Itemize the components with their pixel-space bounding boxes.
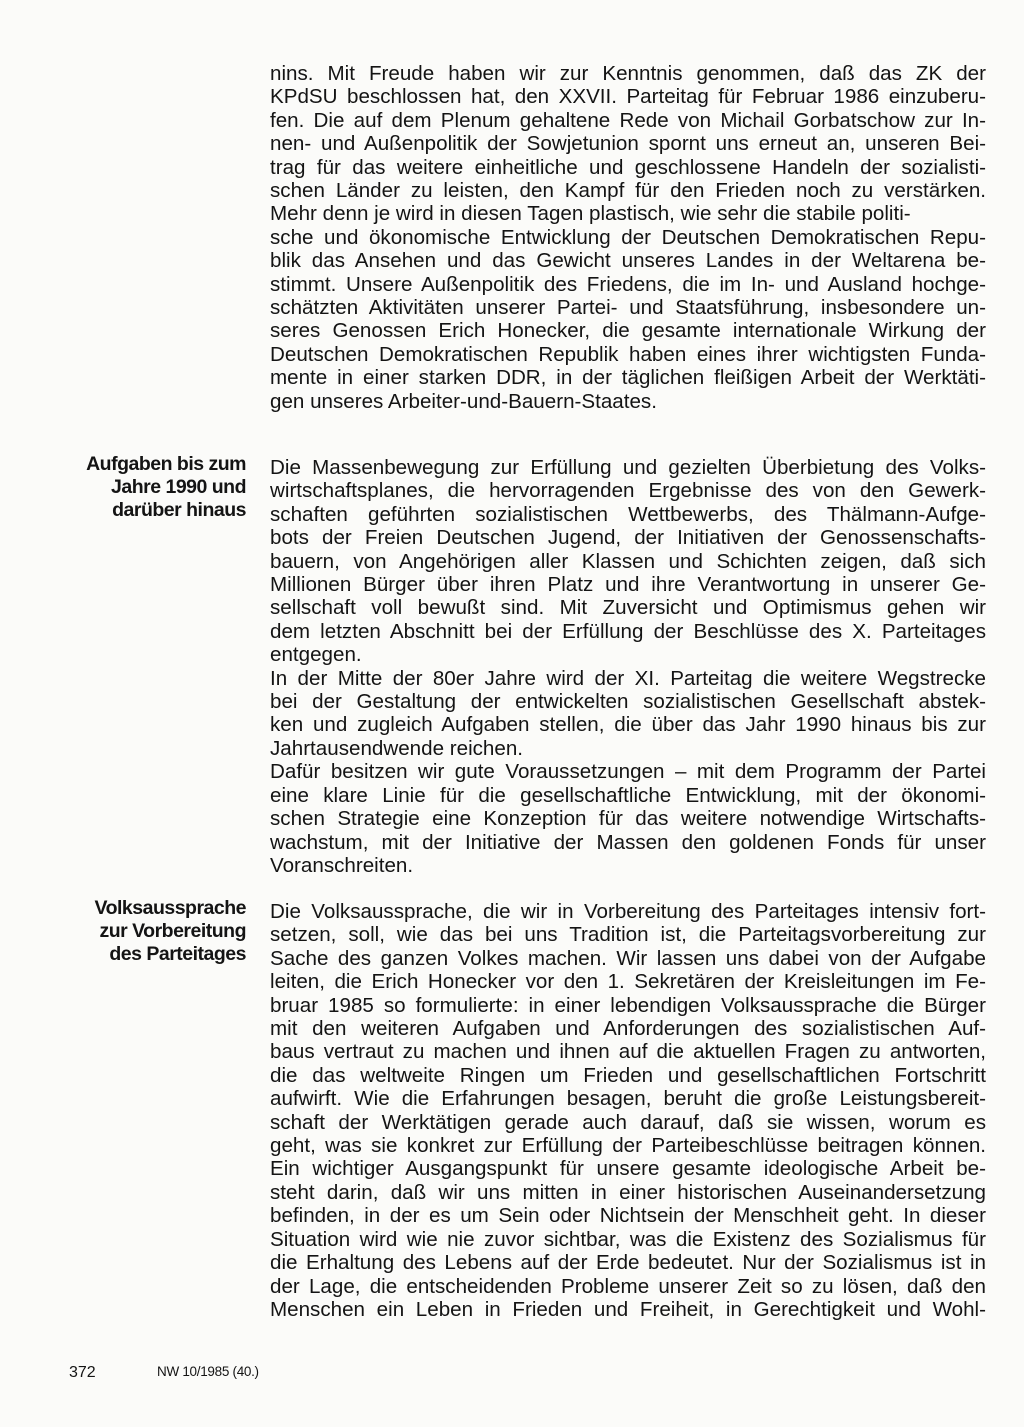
text-line: bei der Gestaltung der entwickelten sozialistischen Gesellschaft abstek- xyxy=(270,690,986,714)
text-line: setzen, soll, wie das bei uns Tradition ist, die Parteitagsvorbereitung zur xyxy=(270,923,986,947)
side-heading-tasks xyxy=(16,453,246,523)
text-line: KPdSU beschlossen hat, den XXVII. Parteitag für Februar 1986 einzuberu- xyxy=(270,85,986,109)
tasks-paragraphs xyxy=(270,456,986,877)
text-line: die Erhaltung des Lebens auf der Erde bedeutet. Nur der Sozialismus ist in xyxy=(270,1251,986,1275)
side-heading-line: Volksaussprache xyxy=(94,897,246,919)
text-line: bruar 1985 so formulierte: in einer lebendigen Volksaussprache die Bürger xyxy=(270,993,986,1017)
text-line: aufwirft. Wie die Erfahrungen besagen, beruht die große Leistungsbereit- xyxy=(270,1087,986,1111)
side-heading-discussion xyxy=(16,897,246,967)
text-line: schen Strategie eine Konzeption für das weitere notwendige Wirtschafts- xyxy=(270,807,986,831)
text-line: steht darin, daß wir uns mitten in einer historischen Auseinandersetzung xyxy=(270,1180,986,1204)
text-line: eine klare Linie für die gesellschaftliche Entwicklung, mit der ökonomi- xyxy=(270,783,986,807)
side-heading-line: Aufgaben bis zum xyxy=(86,453,246,475)
side-heading-line: zur Vorbereitung xyxy=(99,920,246,943)
page-number: 372 xyxy=(69,1364,96,1381)
text-line: mente in einer starken DDR, in der täglichen fleißigen Arbeit der Werktäti- xyxy=(270,366,986,390)
text-line: Situation wird wie nie zuvor sichtbar, was die Existenz des Sozialismus für xyxy=(270,1227,986,1251)
text-line: Jahrtausendwende reichen. xyxy=(270,736,524,760)
side-heading-line: darüber hinaus xyxy=(112,499,246,522)
text-line: Voranschreiten. xyxy=(270,853,414,877)
text-line: baus vertraut zu machen und ihnen auf die aktuellen Fragen zu antworten, xyxy=(270,1040,986,1064)
text-line: blik das Ansehen und das Gewicht unseres Landes in der Weltarena be- xyxy=(270,249,986,273)
journal-reference: NW 10/1985 (40.) xyxy=(157,1364,259,1379)
text-line: Sache des ganzen Volkes machen. Wir lassen uns dabei von der Aufgabe xyxy=(270,946,986,970)
text-line: trag für das weitere einheitliche und geschlossene Handeln der sozialisti- xyxy=(270,155,986,179)
text-line: In der Mitte der 80er Jahre wird der XI. Parteitag die weitere Wegstrecke xyxy=(270,666,986,690)
text-line: Millionen Bürger über ihren Platz und ihre Verantwortung in unserer Ge- xyxy=(270,573,986,597)
text-line: schen Länder zu leisten, den Kampf für den Frieden noch zu verstärken. xyxy=(270,179,986,203)
text-line: Menschen ein Leben in Frieden und Freiheit, in Gerechtigkeit und Wohl- xyxy=(270,1297,986,1321)
text-line: ken und zugleich Aufgaben stellen, die über das Jahr 1990 hinaus bis zur xyxy=(270,713,986,737)
text-line: Deutschen Demokratischen Republik haben eines ihrer wichtigsten Funda- xyxy=(270,342,986,366)
text-line: Dafür besitzen wir gute Voraussetzungen – mit dem Programm der Partei xyxy=(270,760,986,784)
text-line: stimmt. Unsere Außenpolitik des Friedens, die im In- und Ausland hochge- xyxy=(270,272,986,296)
text-line: entgegen. xyxy=(270,643,362,667)
text-line: nen- und Außenpolitik der Sowjetunion spornt uns erneut an, unseren Bei- xyxy=(270,132,986,156)
text-line: befinden, in der es um Sein oder Nichtsein der Menschheit geht. In dieser xyxy=(270,1204,986,1228)
text-line: Ein wichtiger Ausgangspunkt für unsere gesamte ideologische Arbeit be- xyxy=(270,1157,986,1181)
text-line: Mehr denn je wird in diesen Tagen plastisch, wie sehr die stabile politi- xyxy=(270,202,911,226)
discussion-paragraphs xyxy=(270,900,986,1321)
text-line: sche und ökonomische Entwicklung der Deutschen Demokratischen Repu- xyxy=(270,225,986,249)
text-line: leiten, die Erich Honecker vor den 1. Sekretären der Kreisleitungen im Fe- xyxy=(270,970,986,994)
text-line: die das weltweite Ringen um Frieden und gesellschaftlichen Fortschritt xyxy=(270,1063,986,1087)
side-heading-line: Jahre 1990 und xyxy=(111,476,246,499)
text-line: bauern, von Angehörigen aller Klassen und Schichten zeigen, daß sich xyxy=(270,549,986,573)
text-line: Die Volksaussprache, die wir in Vorbereitung des Parteitages intensiv fort- xyxy=(270,900,986,923)
intro-paragraphs xyxy=(270,62,986,413)
text-line: seres Genossen Erich Honecker, die gesamte internationale Wirkung der xyxy=(270,319,986,343)
text-line: bots der Freien Deutschen Jugend, der Initiativen der Genossenschafts- xyxy=(270,526,986,550)
text-line: wachstum, mit der Initiative der Massen den goldenen Fonds für unser xyxy=(270,830,986,854)
side-heading-line: des Parteitages xyxy=(109,943,246,966)
text-line: fen. Die auf dem Plenum gehaltene Rede von Michail Gorbatschow zur In- xyxy=(270,108,986,132)
text-line: mit den weiteren Aufgaben und Anforderungen des sozialistischen Auf- xyxy=(270,1017,986,1041)
text-line: der Lage, die entscheidenden Probleme unserer Zeit so zu lösen, daß den xyxy=(270,1274,986,1298)
text-line: dem letzten Abschnitt bei der Erfüllung der Beschlüsse des X. Parteitages xyxy=(270,619,986,643)
text-line: schätzten Aktivitäten unserer Partei- und Staatsführung, insbesondere un- xyxy=(270,296,986,320)
text-line: geht, was sie konkret zur Erfüllung der Parteibeschlüsse beitragen können. xyxy=(270,1134,986,1158)
text-line: sellschaft voll bewußt sind. Mit Zuversicht und Optimismus gehen wir xyxy=(270,596,986,620)
text-line: wirtschaftsplanes, die hervorragenden Ergebnisse des von den Gewerk- xyxy=(270,479,986,503)
text-line: gen unseres Arbeiter-und-Bauern-Staates. xyxy=(270,389,657,413)
text-line: schaft der Werktätigen gerade auch darauf, daß sie wissen, worum es xyxy=(270,1110,986,1134)
text-line: schaften geführten sozialistischen Wettbewerbs, des Thälmann-Aufge- xyxy=(270,502,986,526)
text-line: nins. Mit Freude haben wir zur Kenntnis genommen, daß das ZK der xyxy=(270,62,986,85)
text-line: Die Massenbewegung zur Erfüllung und gezielten Überbietung des Volks- xyxy=(270,456,986,479)
